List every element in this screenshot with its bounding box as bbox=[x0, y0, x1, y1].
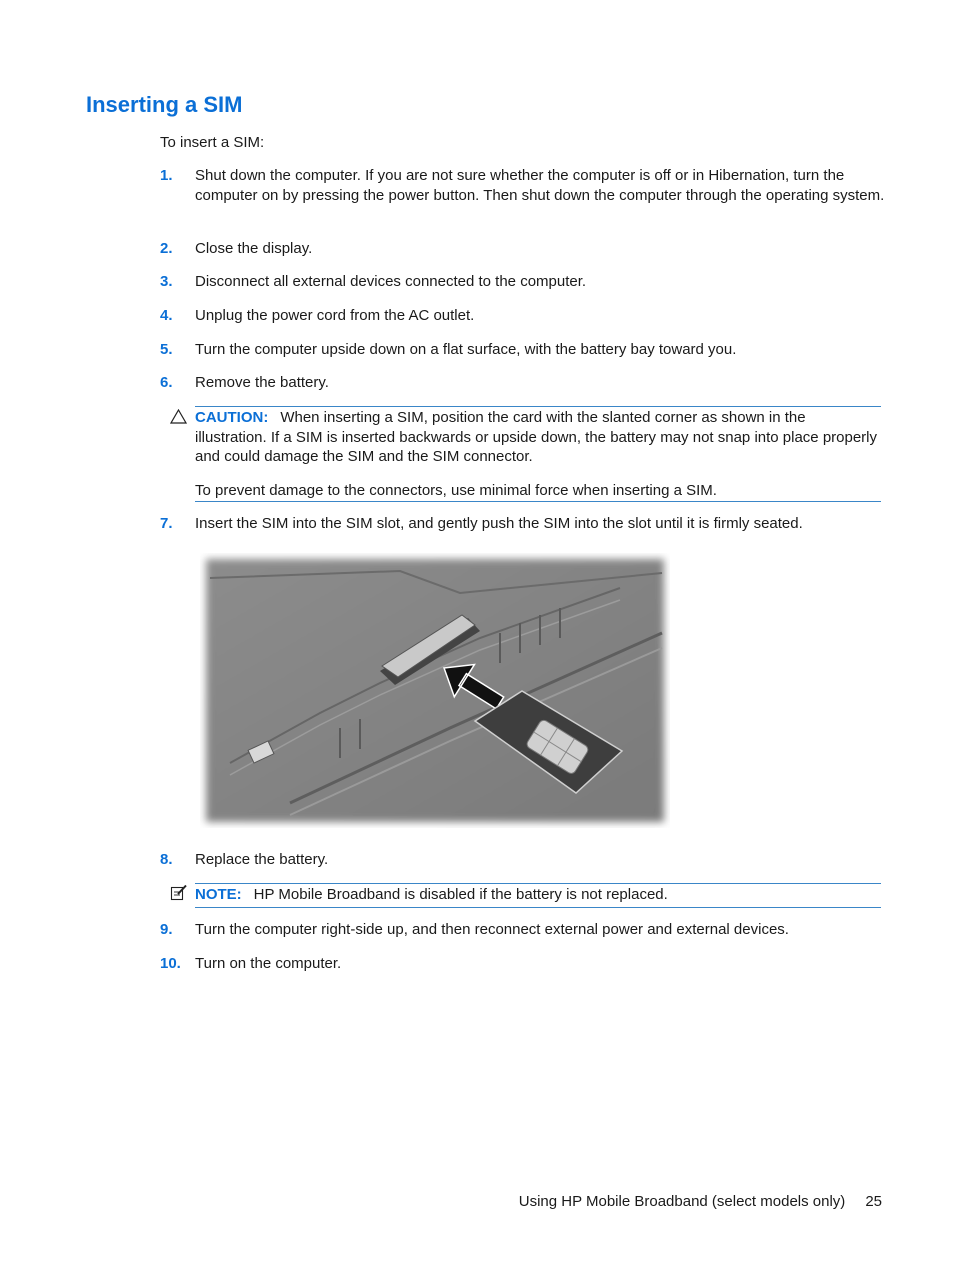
note-pencil-icon bbox=[170, 884, 188, 901]
caution-label: CAUTION: bbox=[195, 409, 269, 426]
step-5 bbox=[160, 340, 885, 360]
step-number: 8. bbox=[160, 851, 173, 868]
step-number: 9. bbox=[160, 921, 173, 938]
step-4 bbox=[160, 306, 885, 326]
step-text: Shut down the computer. If you are not sure whether the computer is off or in Hibernation, turn the computer on by pressing the power button. Then shut down the computer through the operating system. bbox=[195, 167, 885, 204]
footer-section-title: Using HP Mobile Broadband (select models only) bbox=[518, 1193, 846, 1210]
step-1 bbox=[160, 166, 885, 205]
sim-insertion-illustration bbox=[200, 553, 670, 828]
step-number: 4. bbox=[160, 307, 173, 324]
caution-text-2: To prevent damage to the connectors, use minimal force when inserting a SIM. bbox=[195, 481, 717, 499]
note-label: NOTE: bbox=[195, 886, 242, 903]
step-2 bbox=[160, 239, 885, 259]
step-number: 3. bbox=[160, 273, 173, 290]
step-text: Remove the battery. bbox=[195, 374, 329, 391]
caution-text: When inserting a SIM, position the card with the slanted corner as shown in the illustration. If a SIM is inserted backwards or upside down, the battery may not snap into place properly and could damage the SIM and the SIM connector. bbox=[195, 409, 878, 465]
step-text: Turn on the computer. bbox=[195, 955, 342, 972]
caution-triangle-icon bbox=[170, 409, 187, 424]
page-number: 25 bbox=[865, 1193, 882, 1210]
step-number: 2. bbox=[160, 240, 173, 257]
step-7 bbox=[160, 514, 885, 534]
step-text: Turn the computer upside down on a flat surface, with the battery bay toward you. bbox=[195, 341, 737, 358]
step-text: Turn the computer right-side up, and then reconnect external power and external devices. bbox=[195, 921, 789, 938]
step-text: Disconnect all external devices connected to the computer. bbox=[195, 273, 587, 290]
page-title: Inserting a SIM bbox=[86, 92, 243, 117]
note-text: HP Mobile Broadband is disabled if the battery is not replaced. bbox=[253, 886, 668, 903]
step-number: 6. bbox=[160, 374, 173, 391]
intro-text: To insert a SIM: bbox=[160, 134, 265, 151]
page-footer bbox=[519, 1193, 882, 1210]
step-10 bbox=[160, 954, 885, 974]
step-8 bbox=[160, 850, 885, 870]
step-text: Replace the battery. bbox=[195, 851, 329, 868]
step-9 bbox=[160, 920, 885, 940]
step-3 bbox=[160, 272, 885, 292]
step-number: 5. bbox=[160, 341, 173, 358]
step-number: 1. bbox=[160, 167, 173, 184]
step-text: Unplug the power cord from the AC outlet. bbox=[195, 307, 475, 324]
step-number: 10. bbox=[160, 955, 181, 972]
step-text: Close the display. bbox=[195, 240, 313, 257]
step-number: 7. bbox=[160, 515, 173, 532]
note-callout bbox=[195, 883, 881, 908]
caution-callout bbox=[195, 406, 881, 502]
step-6 bbox=[160, 373, 885, 393]
step-text: Insert the SIM into the SIM slot, and gently push the SIM into the slot until it is firmly seated. bbox=[195, 515, 803, 532]
